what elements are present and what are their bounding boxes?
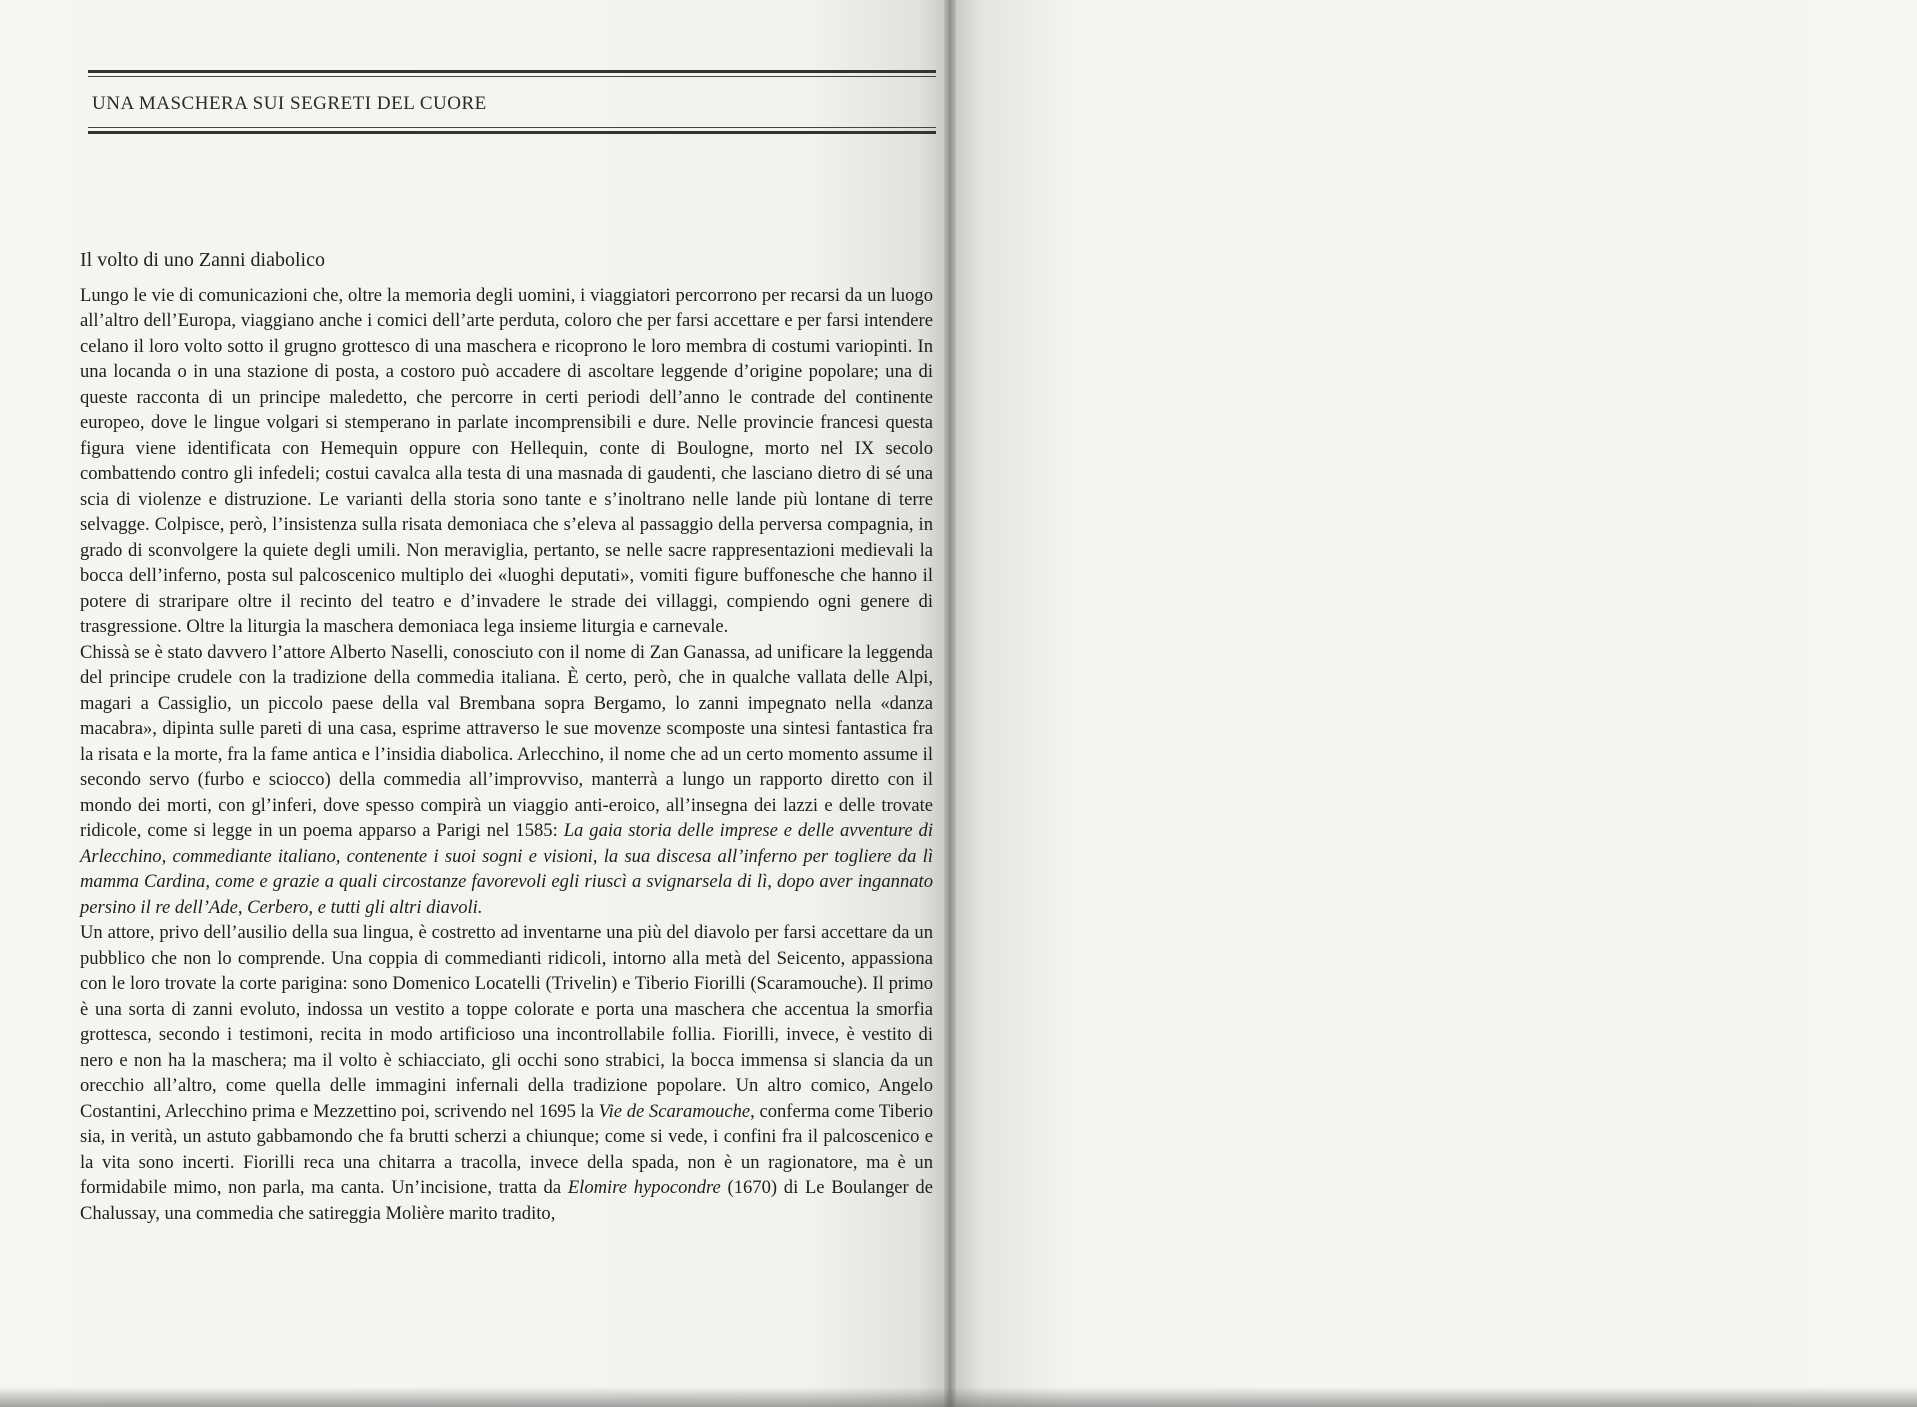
scan-bottom-shadow xyxy=(0,1387,1917,1407)
header-rule-bottom-thin xyxy=(88,127,936,128)
paragraph-2 xyxy=(80,640,933,921)
header-rule-top xyxy=(88,70,936,73)
paragraph-3-text-c: (1670) di Le Boulanger de Chalussay, una commedia che satireggia Molière marito tradito, xyxy=(80,1177,933,1224)
left-page xyxy=(0,0,948,1407)
section-title-zanni: Il volto di uno Zanni diabolico xyxy=(80,249,325,271)
header-rule-bottom xyxy=(88,131,936,134)
paragraph-3-italic-2: Elomire hypocondre xyxy=(567,1177,721,1198)
running-head xyxy=(88,70,936,134)
left-column xyxy=(80,248,933,1226)
paragraph-1: Lungo le vie di comunicazioni che, oltre la memoria degli uomini, i viaggiatori percorrono per recarsi da un luogo all’altro dell’Europa, viaggiano anche i comici dell’arte perduta, coloro che per farsi accettare e per farsi intendere celano il loro volto sotto il grugno grottesco di una maschera e ricoprono le loro membra di costumi variopinti. In una locanda o in una stazione di posta, a costoro può accadere di ascoltare leggende d’origine popolare; una di queste racconta di un principe maledetto, che percorre in certi periodi dell’anno le contrade del continente europeo, dove le lingue volgari si stemperano in parlate incomprensibili e dure. Nelle provincie francesi questa figura viene identificata con Hemequin oppure con Hellequin, conte di Boulogne, morto nel IX secolo combattendo contro gli infedeli; costui cavalca alla testa di una masnada di gaudenti, che lasciano dietro di sé una scia di violenze e distruzione. Le varianti della storia sono tante e s’inoltrano nelle lande più lontane di terre selvagge. Colpisce, però, l’insistenza sulla risata demoniaca che s’eleva al passaggio della perversa compagnia, in grado di sconvolgere la quiete degli umili. Non meraviglia, pertanto, se nelle sacre rappresentazioni medievali la bocca dell’inferno, posta sul palcoscenico multiplo dei «luoghi deputati», vomiti figure buffonesche che hanno il potere di straripare oltre il recinto del teatro e d’invadere le strade dei villaggi, compiendo ogni genere di trasgressione. Oltre la liturgia la maschera demoniaca lega insieme liturgia e carnevale. xyxy=(80,284,933,637)
paragraph-3-text-b: , conferma come Tiberio sia, in verità, un astuto gabbamondo che fa brutti scherzi a chiunque; come si vede, i confini fra il palcoscenico e la vita sono incerti. Fiorilli reca una chitarra a tracolla, invece della spada, non è un ragionatore, ma è un formidabile mimo, non parla, ma canta. Un’incisione, tratta da xyxy=(80,1100,933,1198)
paragraph-2-text: Chissà se è stato davvero l’attore Alberto Naselli, conosciuto con il nome di Zan Ganassa, ad unificare la leggenda del principe crudele con la tradizione della commedia italiana. È certo, però, che in qualche vallata delle Alpi, magari a Cassiglio, un piccolo paese della val Brembana sopra Bergamo, lo zanni impegnato nella «danza macabra», dipinta sulle pareti di una casa, esprime attraverso le sue movenze scomposte una sintesi fantastica fra la risata e la morte, fra la fame antica e l’insidia diabolica. Arlecchino, il nome che ad un certo momento assume il secondo servo (furbo e sciocco) della commedia all’improvviso, manterrà a lungo un rapporto diretto con il mondo dei morti, con gl’inferi, dove spesso compirà un viaggio anti-eroico, all’insegna dei lazzi e delle trovate ridicole, come si legge in un poema apparso a Parigi nel 1585: xyxy=(80,641,933,841)
book-gutter xyxy=(944,0,956,1407)
paragraph-3 xyxy=(80,920,933,1226)
paragraph-3-italic-1: Vie de Scaramouche xyxy=(598,1100,751,1122)
right-page xyxy=(952,0,1917,1407)
paragraph-3-text-a: Un attore, privo dell’ausilio della sua lingua, è costretto ad inventarne una più del diavolo per farsi accettare da un pubblico che non lo comprende. Una coppia di commedianti ridicoli, intorno alla metà del Seicento, appassiona con le loro trovate la corte parigina: sono Domenico Locatelli (Trivelin) e Tiberio Fiorilli (Scaramouche). Il primo è una sorta di zanni evoluto, indossa un vestito a toppe colorate e porta una maschera che accentua la smorfia grottesca, secondo i testimoni, recita in modo artificioso una incontrollabile follia. Fiorilli, invece, è vestito di nero e non ha la maschera; ma il volto è schiacciato, gli occhi sono strabici, la bocca immensa si slancia da un orecchio all’altro, come quella delle immagini infernali della tradizione popolare. Un altro comico, Angelo Costantini, Arlecchino prima e Mezzettino poi, scrivendo nel 1695 la xyxy=(80,922,933,1122)
paragraph-2-italic-title: La gaia storia delle imprese e delle avventure di Arlecchino, commediante italiano, contenente i suoi sogni e visioni, la sua discesa all’inferno per togliere da lì mamma Cardina, come e grazie a quali circostanze favorevoli egli riuscì a svignarsela di lì, dopo aver ingannato persino il re dell’Ade, Cerbero, e tutti gli altri diavoli. xyxy=(80,820,933,918)
running-head-title: UNA MASCHERA SUI SEGRETI DEL CUORE xyxy=(92,93,487,114)
